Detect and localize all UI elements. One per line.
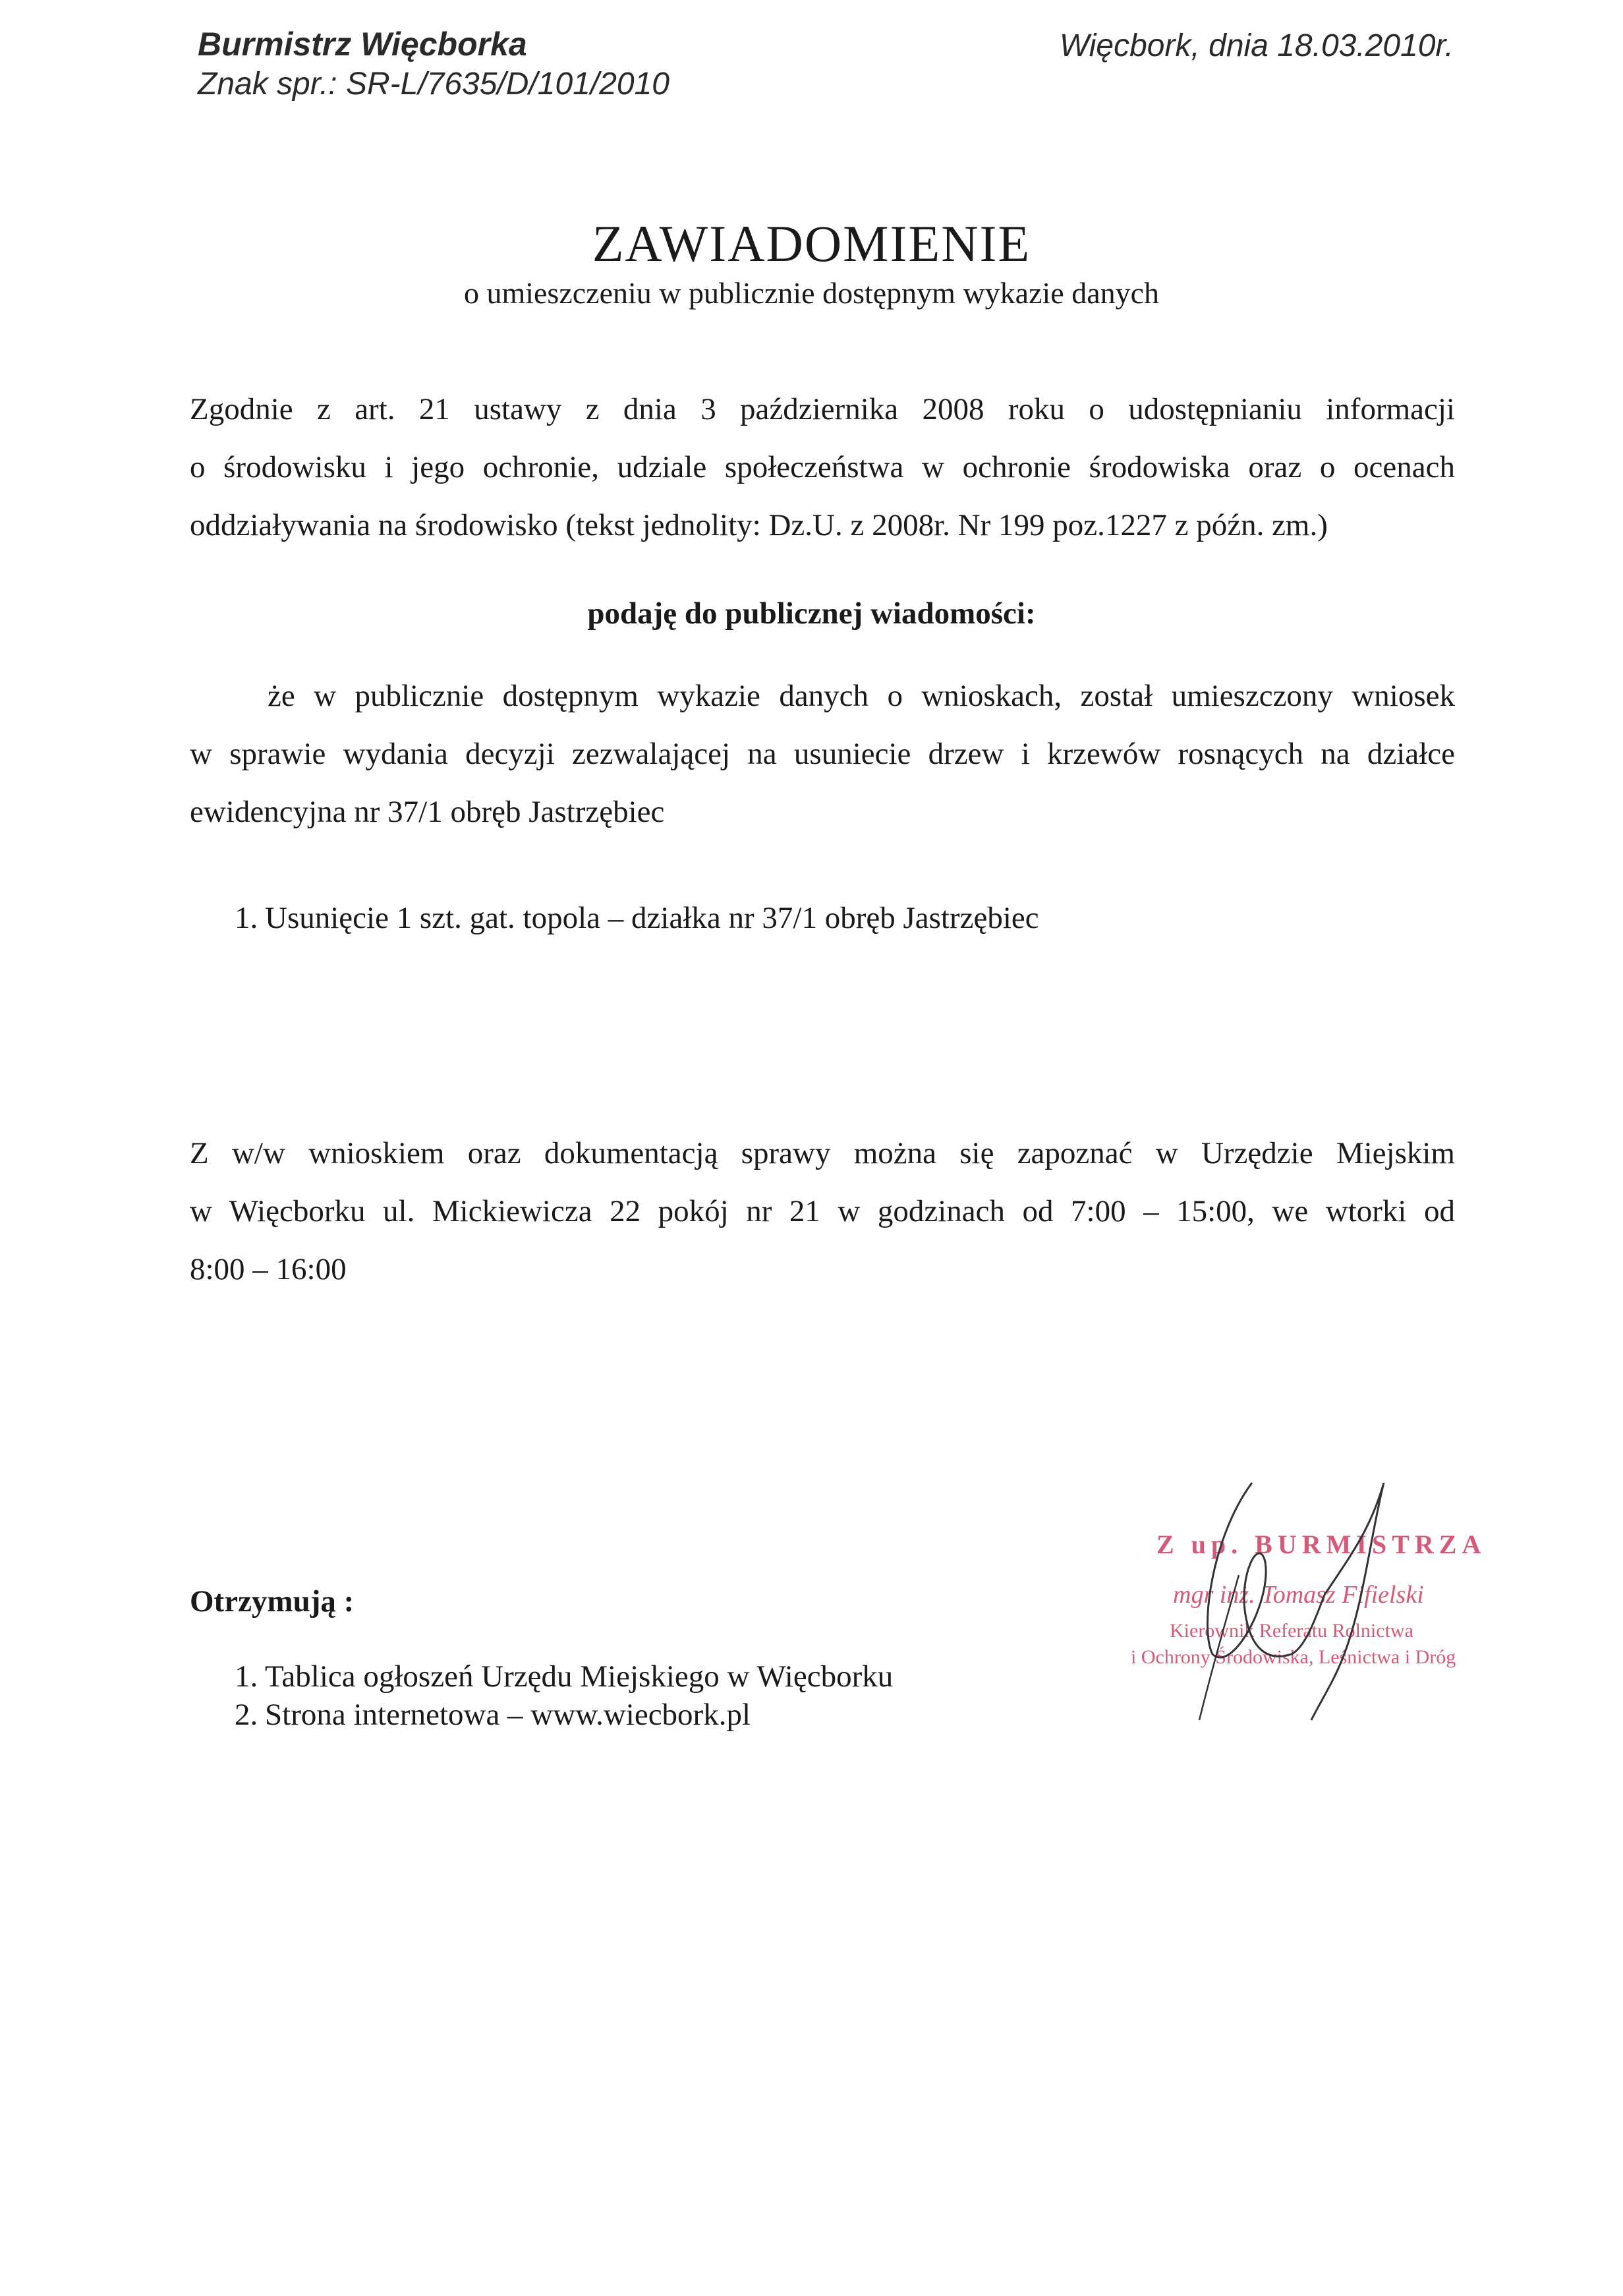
paragraph-line: że w publicznie dostępnym wykazie danych o wnioskach, został umieszczony wniosek <box>268 679 1455 713</box>
paragraph-line: oddziaływania na środowisko (tekst jednolity: Dz.U. z 2008r. Nr 199 poz.1227 z późn. zm.) <box>190 508 1328 542</box>
paragraph-line: w sprawie wydania decyzji zezwalającej na usuniecie drzew i krzewów rosnących na działce <box>190 737 1455 771</box>
paragraph-line: Zgodnie z art. 21 ustawy z dnia 3 października 2008 roku o udostępnianiu informacji <box>190 392 1455 426</box>
issuer: Burmistrz Więcborka <box>198 26 527 63</box>
list-item-text: Usunięcie 1 szt. gat. topola – działka nr 37/1 obręb Jastrzębiec <box>265 901 1039 935</box>
stamp-position: Kierownik Referatu Rolnictwa <box>1170 1620 1413 1642</box>
paragraph-line: Z w/w wnioskiem oraz dokumentacją sprawy można się zapoznać w Urzędzie Miejskim <box>190 1136 1455 1170</box>
list-item <box>235 900 1039 938</box>
items-list <box>235 900 1039 938</box>
paragraph-line: w Więcborku ul. Mickiewicza 22 pokój nr 21 w godzinach od 7:00 – 15:00, we wtorki od <box>190 1194 1455 1228</box>
list-item-number: 1. <box>235 901 258 935</box>
handwritten-signature <box>1173 1456 1450 1733</box>
list-item-text: Strona internetowa – www.wiecbork.pl <box>265 1698 751 1732</box>
document-title: ZAWIADOMIENIE <box>592 215 1031 272</box>
recipients-heading: Otrzymują : <box>190 1584 355 1619</box>
list-item-number: 2. <box>235 1698 258 1732</box>
legal-basis-paragraph <box>190 380 1455 554</box>
place-and-date: Więcbork, dnia 18.03.2010r. <box>1059 28 1454 63</box>
announcement-heading: podaję do publicznej wiadomości: <box>587 596 1036 631</box>
stamp-authority: Z up. BURMISTRZA <box>1156 1530 1487 1559</box>
paragraph-line: ewidencyjna nr 37/1 obręb Jastrzębiec <box>190 795 665 829</box>
list-item <box>235 1697 893 1735</box>
notice-paragraph <box>190 667 1455 841</box>
case-reference: Znak spr.: SR-L/7635/D/101/2010 <box>198 67 669 101</box>
stamp-department: i Ochrony Środowiska, Leśnictwa i Dróg <box>1131 1646 1456 1668</box>
paragraph-line: 8:00 – 16:00 <box>190 1252 347 1286</box>
list-item-number: 1. <box>235 1659 258 1694</box>
access-info-paragraph <box>190 1124 1455 1298</box>
recipients-list <box>235 1659 893 1735</box>
document-subtitle: o umieszczeniu w publicznie dostępnym wykazie danych <box>463 276 1160 310</box>
paragraph-line: o środowisku i jego ochronie, udziale społeczeństwa w ochronie środowiska oraz o ocenach <box>190 450 1455 484</box>
list-item <box>235 1659 893 1697</box>
list-item-text: Tablica ogłoszeń Urzędu Miejskiego w Więcborku <box>265 1659 894 1694</box>
stamp-name: mgr inż. Tomasz Fifielski <box>1173 1581 1424 1609</box>
